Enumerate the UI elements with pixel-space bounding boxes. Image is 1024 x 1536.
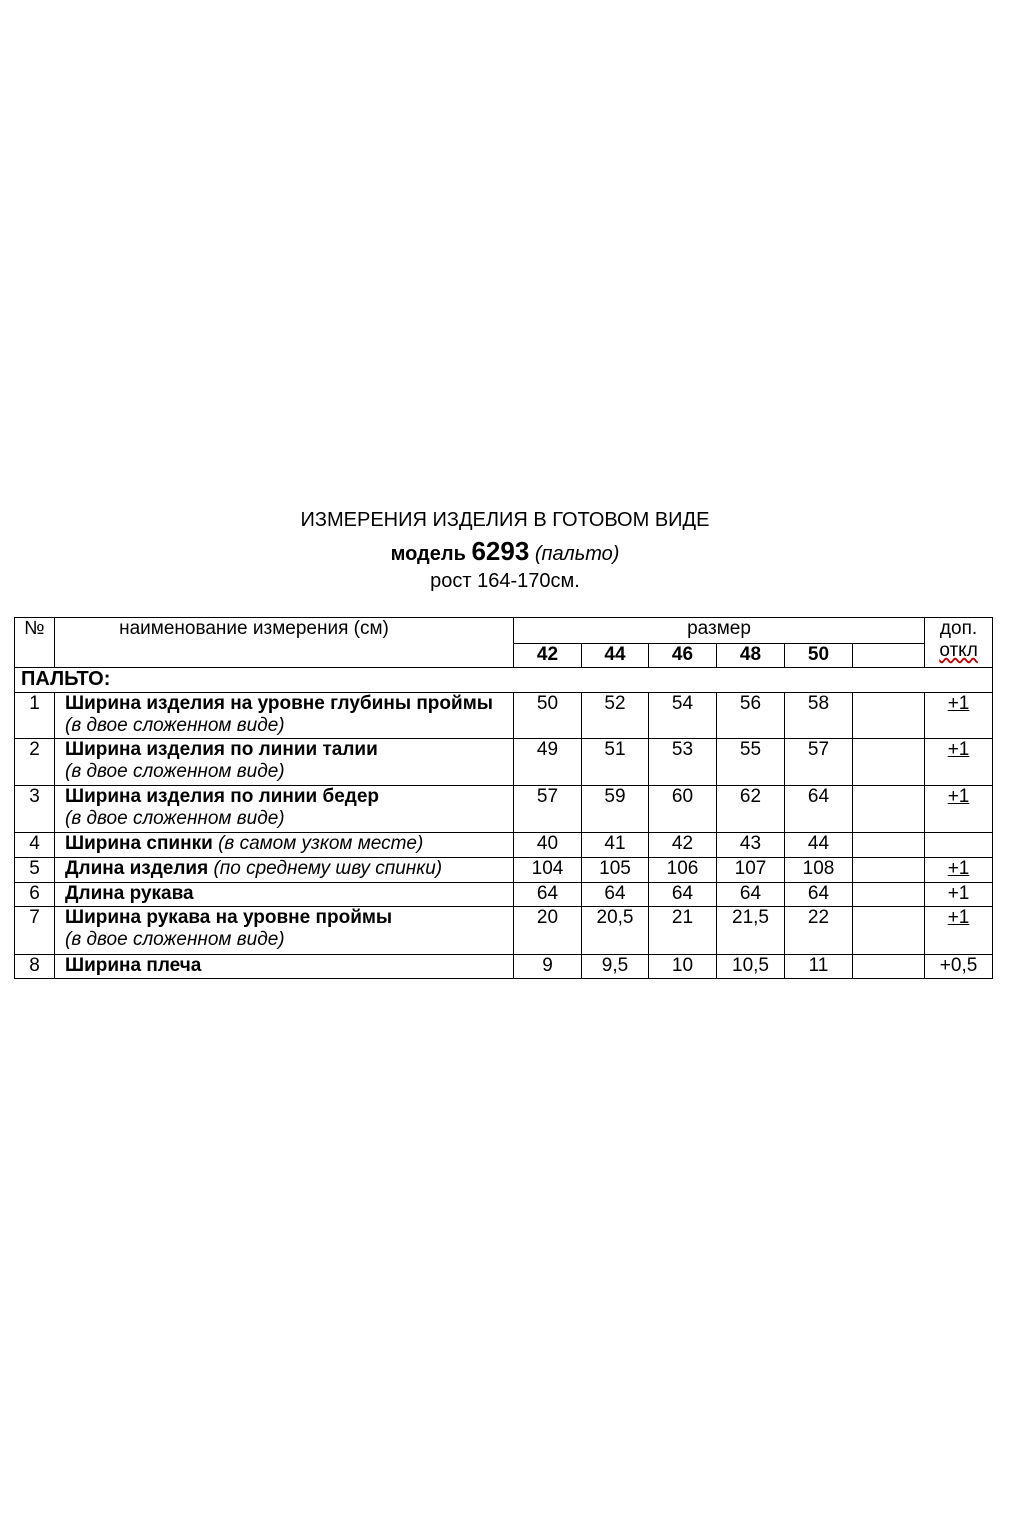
row-value: 21,5 — [717, 907, 785, 955]
row-tolerance — [925, 833, 993, 858]
row-value: 51 — [582, 739, 649, 786]
size-header: 50 — [785, 644, 853, 668]
row-value: 64 — [785, 786, 853, 833]
size-header: 48 — [717, 644, 785, 668]
row-value: 22 — [785, 907, 853, 955]
row-value: 55 — [717, 739, 785, 786]
row-tolerance: +1 — [925, 883, 993, 907]
row-number: 3 — [15, 786, 55, 833]
table-row — [15, 786, 993, 833]
row-note: (в самом узком месте) — [218, 833, 424, 854]
row-name-cell — [55, 955, 514, 979]
model-number: 6293 — [471, 536, 530, 566]
size-header: 42 — [514, 644, 582, 668]
row-value: 60 — [649, 786, 717, 833]
row-number: 4 — [15, 833, 55, 858]
row-value: 49 — [514, 739, 582, 786]
section-title: ПАЛЬТО: — [15, 668, 993, 693]
row-number: 6 — [15, 883, 55, 907]
header-tolerance — [925, 618, 993, 668]
size-header-empty — [853, 644, 925, 668]
row-tolerance: +1 — [925, 739, 993, 786]
row-name-cell — [55, 693, 514, 739]
model-label: модель — [390, 543, 466, 565]
row-value: 105 — [582, 858, 649, 883]
row-value: 42 — [649, 833, 717, 858]
row-tolerance: +0,5 — [925, 955, 993, 979]
row-value: 64 — [717, 883, 785, 907]
row-value: 44 — [785, 833, 853, 858]
measurements-table — [14, 617, 993, 979]
row-tolerance: +1 — [925, 907, 993, 955]
row-tolerance: +1 — [925, 786, 993, 833]
row-value: 43 — [717, 833, 785, 858]
table-row — [15, 883, 993, 907]
row-value: 40 — [514, 833, 582, 858]
model-type: (пальто) — [534, 543, 620, 565]
row-number: 1 — [15, 693, 55, 739]
height-range: рост 164-170см. — [430, 570, 580, 592]
row-number: 7 — [15, 907, 55, 955]
row-value: 107 — [717, 858, 785, 883]
row-number: 5 — [15, 858, 55, 883]
row-name: Длина рукава — [65, 883, 194, 904]
row-value: 106 — [649, 858, 717, 883]
header-number: № — [15, 618, 55, 668]
row-name-cell — [55, 858, 514, 883]
row-name: Ширина рукава на уровне проймы — [65, 907, 393, 928]
row-note: (в двое сложенном виде) — [65, 761, 285, 782]
row-name: Ширина изделия на уровне глубины проймы — [65, 693, 493, 714]
row-note: (в двое сложенном виде) — [65, 715, 285, 736]
row-value: 64 — [582, 883, 649, 907]
row-tolerance: +1 — [925, 693, 993, 739]
table-row — [15, 858, 993, 883]
row-empty — [853, 955, 925, 979]
row-value: 10 — [649, 955, 717, 979]
row-note: (в двое сложенном виде) — [65, 929, 285, 950]
row-value: 54 — [649, 693, 717, 739]
table-row — [15, 907, 993, 955]
row-value: 104 — [514, 858, 582, 883]
row-value: 64 — [785, 883, 853, 907]
row-value: 56 — [717, 693, 785, 739]
row-value: 20,5 — [582, 907, 649, 955]
row-value: 9 — [514, 955, 582, 979]
row-name: Длина изделия — [65, 858, 209, 879]
row-name-cell — [55, 786, 514, 833]
row-number: 2 — [15, 739, 55, 786]
row-name: Ширина плеча — [65, 955, 202, 976]
row-empty — [853, 786, 925, 833]
row-empty — [853, 693, 925, 739]
row-value: 58 — [785, 693, 853, 739]
row-value: 108 — [785, 858, 853, 883]
row-value: 10,5 — [717, 955, 785, 979]
row-value: 11 — [785, 955, 853, 979]
row-value: 50 — [514, 693, 582, 739]
row-name-cell — [55, 739, 514, 786]
row-value: 21 — [649, 907, 717, 955]
row-value: 9,5 — [582, 955, 649, 979]
row-value: 64 — [649, 883, 717, 907]
row-empty — [853, 858, 925, 883]
header-measurement-name: наименование измерения (см) — [55, 618, 514, 668]
table-row — [15, 833, 993, 858]
row-name: Ширина изделия по линии бедер — [65, 786, 380, 807]
row-empty — [853, 739, 925, 786]
row-empty — [853, 833, 925, 858]
row-value: 62 — [717, 786, 785, 833]
size-header: 46 — [649, 644, 717, 668]
row-value: 57 — [514, 786, 582, 833]
row-value: 41 — [582, 833, 649, 858]
model-line — [0, 536, 1010, 567]
row-note: (в двое сложенном виде) — [65, 808, 285, 829]
header-tolerance-line2: откл — [939, 640, 978, 661]
row-value: 64 — [514, 883, 582, 907]
row-name: Ширина изделия по линии талии — [65, 739, 378, 760]
header-tolerance-line1: доп. — [939, 618, 978, 639]
row-name: Ширина спинки — [65, 833, 213, 854]
row-value: 52 — [582, 693, 649, 739]
row-name-cell — [55, 833, 514, 858]
row-name-cell — [55, 883, 514, 907]
table-row — [15, 693, 993, 739]
table-row — [15, 739, 993, 786]
row-value: 20 — [514, 907, 582, 955]
row-note: (по среднему шву спинки) — [213, 858, 443, 879]
document-title: ИЗМЕРЕНИЯ ИЗДЕЛИЯ В ГОТОВОМ ВИДЕ — [300, 509, 710, 531]
row-value: 57 — [785, 739, 853, 786]
row-empty — [853, 883, 925, 907]
row-number: 8 — [15, 955, 55, 979]
table-row — [15, 955, 993, 979]
size-header: 44 — [582, 644, 649, 668]
row-value: 59 — [582, 786, 649, 833]
row-empty — [853, 907, 925, 955]
row-name-cell — [55, 907, 514, 955]
header-size: размер — [514, 618, 925, 644]
row-value: 53 — [649, 739, 717, 786]
row-tolerance: +1 — [925, 858, 993, 883]
